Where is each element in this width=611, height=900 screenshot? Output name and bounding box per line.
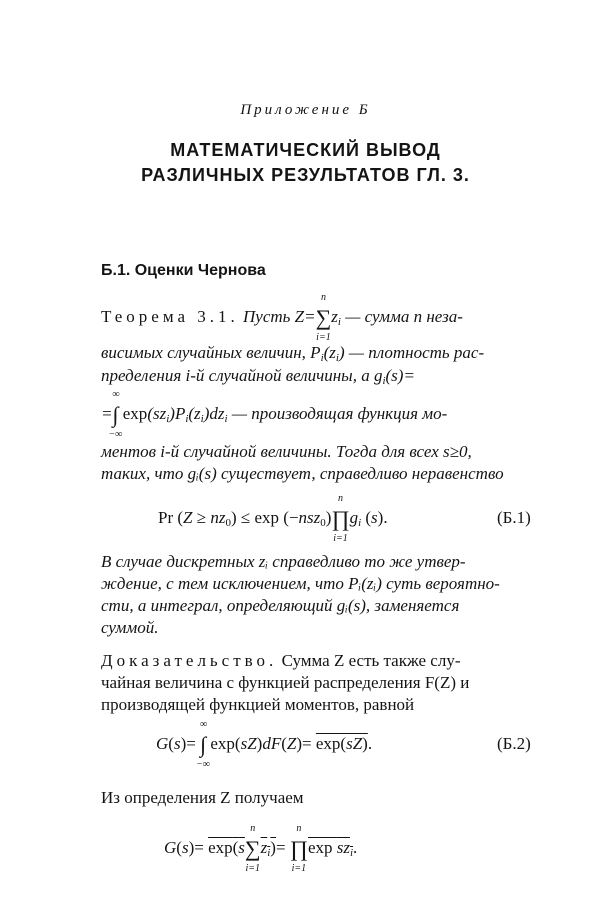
equation-b2-number: (Б.2) [497, 734, 531, 753]
theorem-label: Теорема 3.1. [101, 307, 239, 326]
theorem-line-6: таких, что gᵢ(s) существует, справедливо неравенство [101, 464, 504, 483]
discrete-line-1: В случае дискретных zᵢ справедливо то же утвер- [101, 552, 466, 571]
proof-line-3: производящей функцией моментов, равной [101, 695, 415, 714]
theorem-line-4: =∫ ∞ −∞ $\exp(sz_i)P_i(z_i)dz_i$ — производящая функция мо- [101, 389, 448, 441]
equation-b2: G(s)= ∫ ∞ −∞ exp(sZ)dF(Z)= exp(sZ). [156, 719, 373, 771]
discrete-line-2: ждение, с тем исключением, что Pᵢ(zᵢ) суть вероятно- [101, 574, 500, 593]
proof-label: Доказательство. [101, 651, 278, 670]
theorem-line-1: Теорема 3.1. Пусть Z=∑ n i=1 $z_i$ — сумма n неза- [101, 292, 463, 344]
from-definition-line: Из определения Z получаем [101, 788, 304, 807]
discrete-line-3: сти, а интеграл, определяющий gᵢ(s), заменяется [101, 596, 460, 615]
theorem-line-3: пределения i-й случайной величины, а $g_i(s)=$ [101, 366, 415, 387]
proof-line-2: чайная величина с функцией распределения F(Z) и [101, 673, 470, 692]
equation-b1-number: (Б.1) [497, 508, 531, 527]
sum-z-formula: Z=∑ n i=1 $z_i$ [294, 292, 341, 344]
theorem-line-2: висимых случайных величин, $P_i(z_i)$ — плотность рас- [101, 343, 485, 364]
equation-g-product: G(s)= exp(s∑ n i=1 $z_i)=$ ∏ n i=1 $\exp sz_i$. [164, 823, 358, 875]
equation-b1: Pr $(Z \ge nz_0) \le \exp$ (−nsz$_0$)∏ n i=1 $g_i$ (s). [158, 493, 388, 545]
section-heading: Б.1. Оценки Чернова [101, 262, 266, 279]
appendix-label: Приложение Б [240, 102, 371, 118]
chapter-title-line1: МАТЕМАТИЧЕСКИЙ ВЫВОД [170, 140, 441, 160]
discrete-line-4: суммой. [101, 618, 159, 637]
chapter-title-line2: РАЗЛИЧНЫХ РЕЗУЛЬТАТОВ ГЛ. 3. [141, 165, 470, 185]
theorem-line-5: ментов i-й случайной величины. Тогда для всех s≥0, [101, 442, 472, 461]
proof-line-1: Доказательство. Сумма Z есть также слу- [101, 651, 461, 670]
